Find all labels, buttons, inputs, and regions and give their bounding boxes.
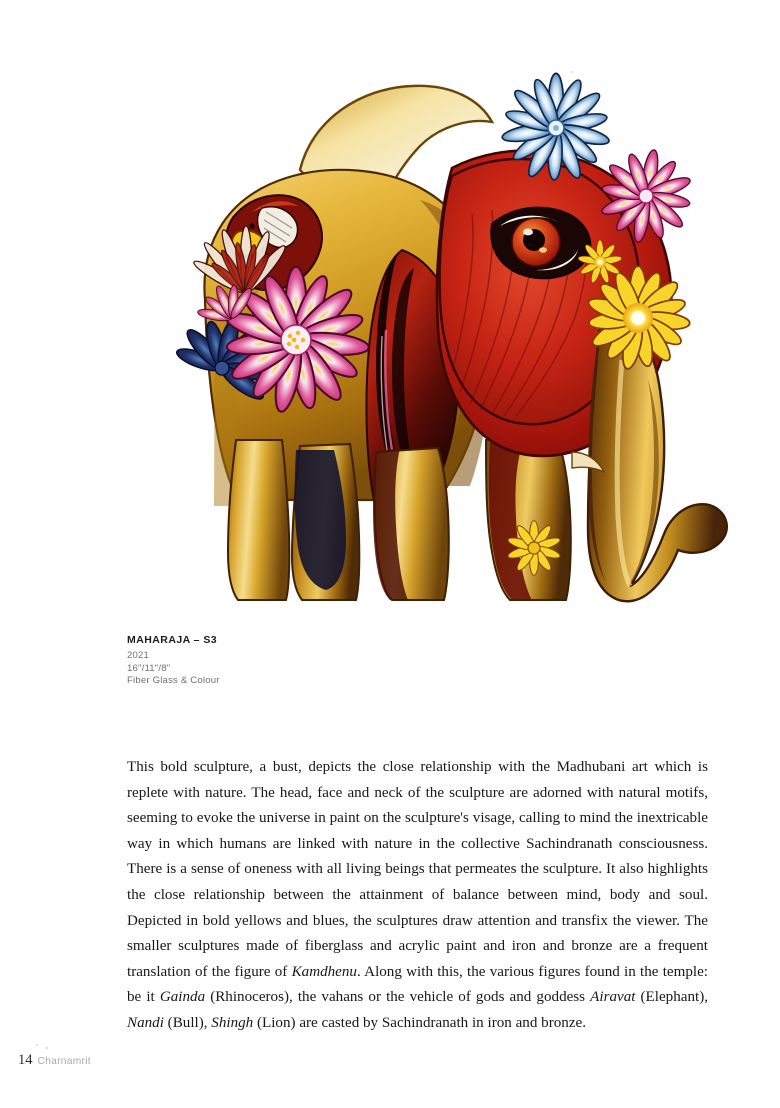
page-footer: [18, 1052, 91, 1069]
scan-speck: [36, 1044, 38, 1046]
caption-year: 2021: [127, 649, 150, 661]
scan-speck: [46, 1047, 48, 1049]
publication-title: Charnamrit: [37, 1056, 91, 1067]
caption-dimensions: 16"/11"/8": [127, 662, 171, 674]
elephant-leg-rear-left: [228, 440, 289, 600]
body-paragraph: This bold sculpture, a bust, depicts the close relationship with the Madhubani art which is replete with nature. The head, face and neck of the sculpture are adorned with natural motifs, seeming to evoke the universe in paint on the sculpture's visage, calling to mind the inextricable way in which humans are linked with nature in the collective Sachindranath consciousness. There is a sense of oneness with all living beings that permeates the sculpture. It also highlights the close relationship between the attainment of balance between mind, body and soul. Depicted in bold yellows and blues, the sculptures draw attention and transfix the viewer. The smaller sculptures made of fiberglass and acrylic paint and iron and bronze are a frequent translation of the figure of Kamdhenu. Along with this, the various figures found in the temple: be it Gainda (Rhinoceros), the vahans or the vehicle of gods and goddess Airavat (Elephant), Nandi (Bull), Shingh (Lion) are casted by Sachindranath in iron and bronze.: [127, 759, 709, 1032]
caption-title: MAHARAJA – S3: [127, 634, 218, 646]
caption-medium: Fiber Glass & Colour: [127, 675, 220, 687]
scan-speck: [571, 71, 573, 73]
folio-number: 14: [18, 1052, 33, 1068]
artwork-caption: [127, 634, 447, 688]
